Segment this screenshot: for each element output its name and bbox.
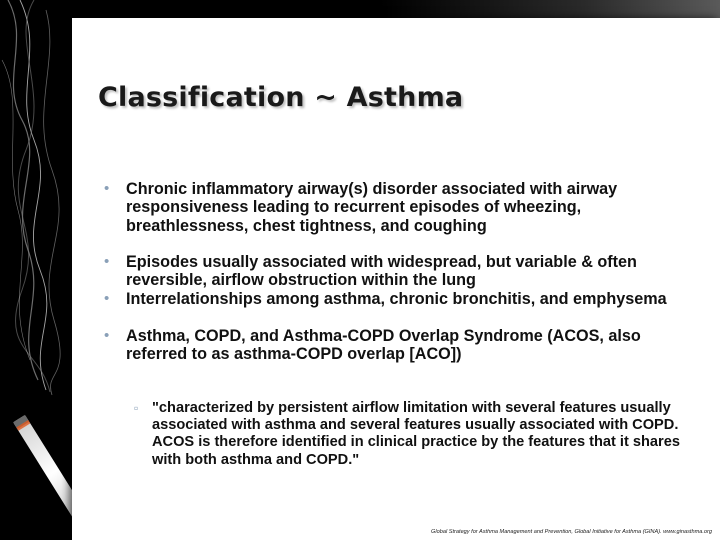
bullet-item (104, 290, 702, 327)
citation: Global Strategy for Asthma Management and Prevention, Global Initiative for Asthma (GINA). www.ginasthma.org (431, 529, 712, 535)
square-outline-icon: ▫ (134, 401, 139, 415)
top-bar-gradient (380, 0, 720, 18)
sub-bullet-item (134, 400, 694, 469)
bullet-text: Episodes usually associated with widespread, but variable & often reversible, airflow obstruction within the lung (126, 253, 637, 290)
bullet-dot-icon: • (104, 180, 110, 197)
bullet-item (104, 327, 702, 364)
bullet-item (104, 253, 702, 290)
content-panel (72, 18, 720, 540)
cigarette-smoke-icon (0, 0, 72, 540)
bullet-text: Chronic inflammatory airway(s) disorder associated with airway responsiveness leading to recurrent episodes of wheezing, breathlessness, chest tightness, and coughing (126, 180, 618, 235)
sub-bullet-text: "characterized by persistent airflow limitation with several features usually associated with asthma and several features usually associated with COPD. ACOS is therefore identified in clinical practice by the features that it shares with both asthma and COPD." (152, 400, 680, 468)
bullet-dot-icon: • (104, 253, 110, 270)
bullet-dot-icon: • (104, 327, 110, 344)
bullet-text: Interrelationships among asthma, chronic bronchitis, and emphysema (126, 290, 667, 308)
bullet-text: Asthma, COPD, and Asthma-COPD Overlap Syndrome (ACOS, also referred to as asthma-COPD overlap [ACO]) (126, 327, 641, 364)
bullet-item (104, 180, 702, 253)
slide-title: Classification ~ Asthma (98, 82, 464, 113)
sub-bullet-list (134, 400, 694, 469)
bullet-dot-icon: • (104, 290, 110, 307)
bullet-list (104, 180, 702, 364)
smoke-strip (0, 0, 72, 540)
